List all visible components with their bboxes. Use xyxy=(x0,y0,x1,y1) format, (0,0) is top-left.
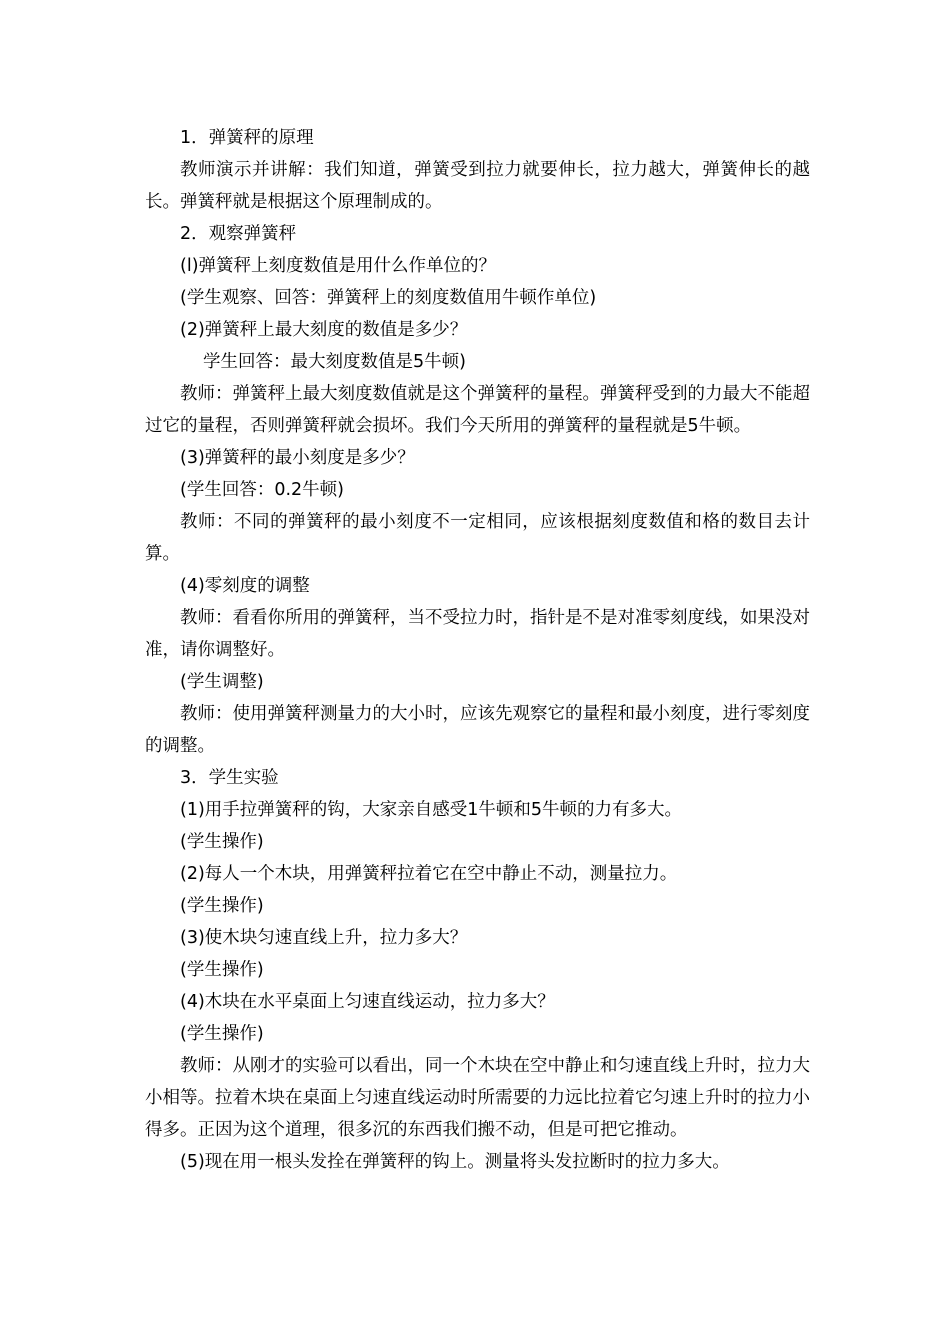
paragraph: (学生操作) xyxy=(180,832,264,852)
paragraph: (5)现在用一根头发拴在弹簧秤的钩上。测量将头发拉断时的拉力多大。 xyxy=(180,1152,730,1172)
paragraph: (学生操作) xyxy=(180,1024,264,1044)
paragraph: (2)弹簧秤上最大刻度的数值是多少？ xyxy=(180,320,468,340)
paragraph: 教师：使用弹簧秤测量力的大小时，应该先观察它的量程和最小刻度，进行零刻度的调整。 xyxy=(145,704,810,756)
paragraph: (1)用手拉弹簧秤的钩，大家亲自感受1牛顿和5牛顿的力有多大。 xyxy=(180,800,683,820)
paragraph: (l)弹簧秤上刻度数值是用什么作单位的？ xyxy=(180,256,497,276)
paragraph: 教师演示并讲解：我们知道，弹簧受到拉力就要伸长，拉力越大，弹簧伸长的越长。弹簧秤就是根据这个原理制成的。 xyxy=(145,160,810,212)
section-heading: 2．观察弹簧秤 xyxy=(180,224,297,244)
paragraph: 教师：看看你所用的弹簧秤，当不受拉力时，指针是不是对准零刻度线，如果没对准，请你调整好。 xyxy=(145,608,810,660)
section-heading: 3．学生实验 xyxy=(180,768,279,788)
paragraph: (2)每人一个木块，用弹簧秤拉着它在空中静止不动，测量拉力。 xyxy=(180,864,678,884)
paragraph: (4)零刻度的调整 xyxy=(180,576,310,596)
paragraph: (学生操作) xyxy=(180,960,264,980)
paragraph: (学生观察、回答：弹簧秤上的刻度数值用牛顿作单位) xyxy=(180,288,597,308)
paragraph: (学生回答：0.2牛顿) xyxy=(180,480,344,500)
section-heading: 1．弹簧秤的原理 xyxy=(180,128,314,148)
paragraph: 学生回答：最大刻度数值是5牛顿) xyxy=(203,352,466,372)
paragraph: (3)弹簧秤的最小刻度是多少？ xyxy=(180,448,415,468)
paragraph: 教师：不同的弹簧秤的最小刻度不一定相同，应该根据刻度数值和格的数目去计算。 xyxy=(145,512,810,564)
paragraph: (4)木块在水平桌面上匀速直线运动，拉力多大？ xyxy=(180,992,555,1012)
paragraph: (学生调整) xyxy=(180,672,264,692)
paragraph: (3)使木块匀速直线上升，拉力多大？ xyxy=(180,928,468,948)
paragraph: (学生操作) xyxy=(180,896,264,916)
paragraph: 教师：弹簧秤上最大刻度数值就是这个弹簧秤的量程。弹簧秤受到的力最大不能超过它的量程，否则弹簧秤就会损坏。我们今天所用的弹簧秤的量程就是5牛顿。 xyxy=(145,384,810,436)
document-body xyxy=(145,122,810,1178)
paragraph: 教师：从刚才的实验可以看出，同一个木块在空中静止和匀速直线上升时，拉力大小相等。拉着木块在桌面上匀速直线运动时所需要的力远比拉着它匀速上升时的拉力小得多。正因为这个道理，很多沉的东西我们搬不动，但是可把它推动。 xyxy=(145,1056,810,1140)
